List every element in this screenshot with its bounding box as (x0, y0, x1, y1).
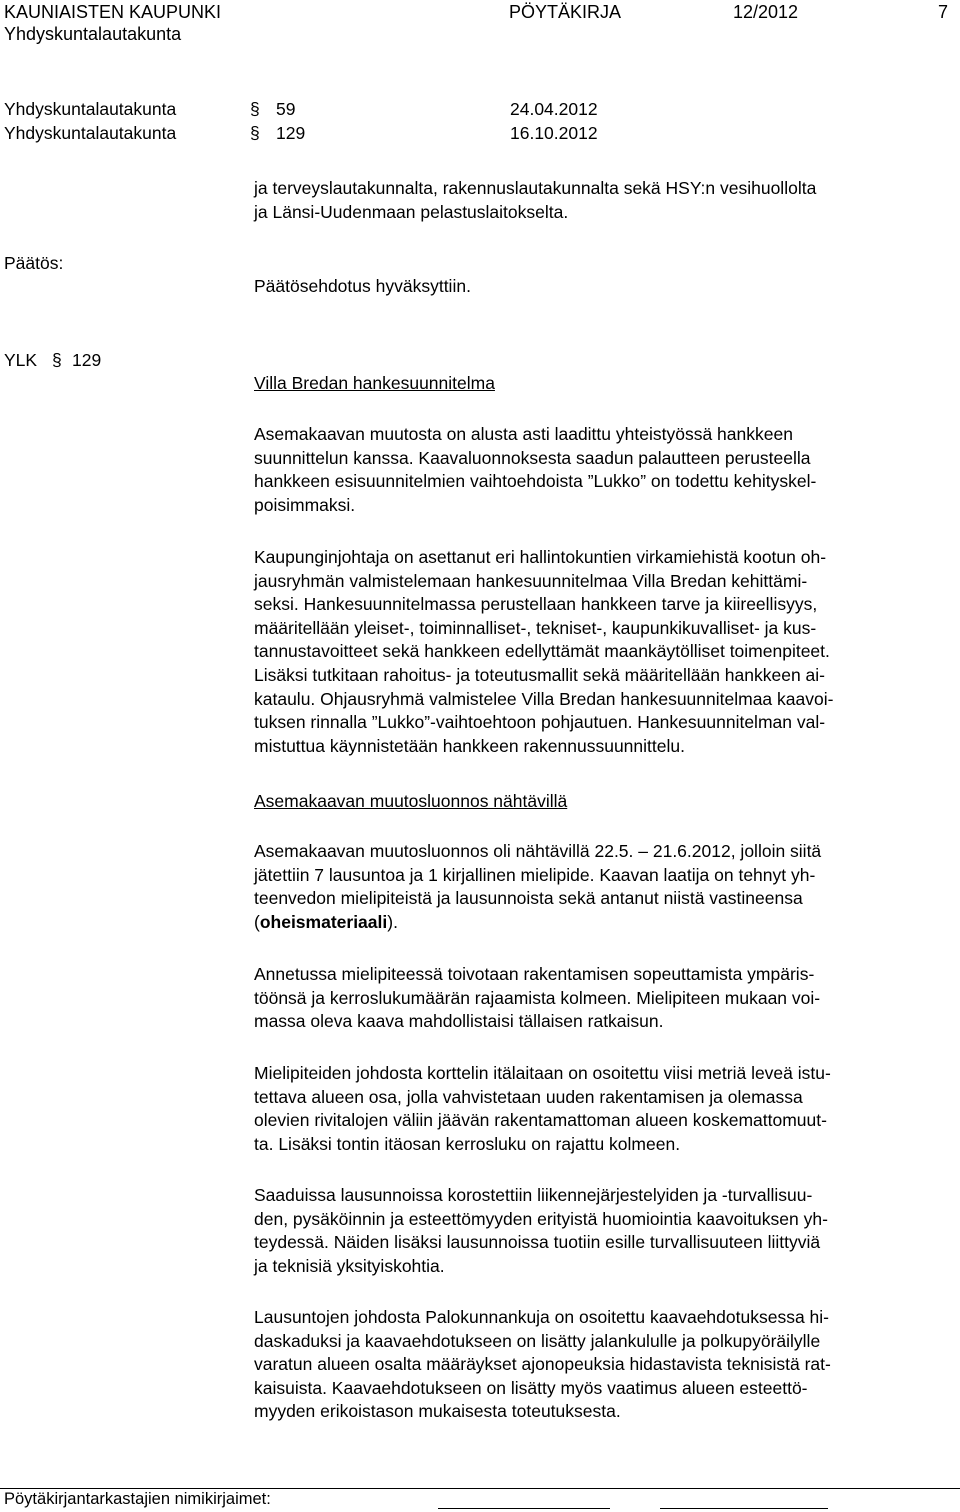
text-line: massa oleva kaava mahdollistaisi tällaisen ratkaisun. (254, 1011, 664, 1032)
footer-divider (0, 1488, 960, 1489)
text-line: kaisuista. Kaavaehdotukseen on lisätty myös vaatimus alueen esteettö- (254, 1377, 808, 1398)
subheading: Asemakaavan muutosluonnos nähtävillä (254, 791, 568, 811)
section-sign: § (250, 99, 260, 119)
text-line: ja terveyslautakunnalta, rakennuslautakunnalta sekä HSY:n vesihuollolta (254, 178, 817, 198)
paragraph (254, 546, 954, 758)
item-code: YLK (4, 350, 38, 370)
text-line: Kaupunginjohtaja on asettanut eri hallintokuntien virkamiehistä kootun oh- (254, 547, 827, 567)
text-line: poisimmaksi. (254, 494, 356, 515)
text-line: Lisäksi tutkitaan rahoitus- ja toteutusmallit sekä määritellään hankkeen ai- (254, 664, 825, 685)
decision-text: Päätösehdotus hyväksyttiin. (254, 276, 471, 296)
attachment-reference: oheismateriaali (259, 911, 388, 932)
reference-body: Yhdyskuntalautakunta (4, 123, 177, 143)
text-line: teydessä. Näiden lisäksi lausunnoissa tuotiin esille turvallisuuteen liittyviä (254, 1232, 821, 1253)
header-doc-number: 12/2012 (733, 2, 799, 22)
reference-row (4, 123, 954, 147)
text-line: ja Länsi-Uudenmaan pelastuslaitokselta. (254, 201, 569, 222)
text-line: ja teknisiä yksityiskohtia. (254, 1255, 445, 1276)
paragraph (254, 1184, 954, 1278)
text-line: olevien rivitalojen väliin jäävän rakentamattoman alueen koskemattomuut- (254, 1110, 827, 1131)
text-line: seksi. Hankesuunnitelmassa perustellaan hankkeen tarve ja kiireellisyys, (254, 594, 818, 615)
item-title: Villa Bredan hankesuunnitelma (254, 373, 495, 393)
text-line: Saaduissa lausunnoissa korostettiin liikennejärjestelyiden ja -turvallisuu- (254, 1185, 813, 1205)
text-line: Mielipiteiden johdosta korttelin itälaitaan on osoitettu viisi metriä leveä istu- (254, 1063, 831, 1083)
paragraph (254, 1306, 954, 1424)
text-line: jätettiin 7 lausuntoa ja 1 kirjallinen mielipide. Kaavan laatija on tehnyt yh- (254, 864, 816, 885)
text-line: mistuttua käynnistetään hankkeen rakennussuunnittelu. (254, 735, 685, 756)
paragraph (254, 423, 954, 517)
text-line: Asemakaavan muutosta on alusta asti laadittu yhteistyössä hankkeen (254, 424, 793, 444)
paragraph (254, 1062, 954, 1156)
text-line: jausryhmän valmistelemaan hankesuunnitelmaa Villa Bredan kehittämi- (254, 570, 808, 591)
text-line: tuksen rinnalla ”Lukko”-vaihtoehtoon pohjautuen. Hankesuunnitelman val- (254, 712, 826, 733)
text-line: myyden erikoistason mukaisesta toteutuksesta. (254, 1401, 621, 1422)
text-line: määritellään yleiset-, toiminnalliset-, tekniset-, kaupunkikuvalliset- ja kus- (254, 617, 817, 638)
header-doc-type: PÖYTÄKIRJA (509, 2, 622, 22)
reference-body: Yhdyskuntalautakunta (4, 99, 177, 119)
section-sign: § (250, 123, 260, 143)
text-line: teenvedon mielipiteistä ja lausunnoista sekä antanut niistä vastineensa (254, 888, 803, 909)
header-page-number: 7 (938, 2, 949, 22)
reference-number: 129 (276, 123, 306, 143)
text-line: Lausuntojen johdosta Palokunnankuja on osoitettu kaavaehdotuksessa hi- (254, 1307, 829, 1327)
paragraph (254, 840, 954, 934)
signature-line (438, 1508, 610, 1509)
text-line: töönsä ja kerroslukumäärän rajaamista kolmeen. Mielipiteen mukaan voi- (254, 987, 821, 1008)
text-line (254, 911, 954, 935)
decision-label: Päätös: (4, 253, 64, 273)
intro-paragraph (254, 177, 954, 224)
text-line: daskaduksi ja kaavaehdotukseen on lisätty jalankululle ja polkupyöräilylle (254, 1330, 821, 1351)
text-line: tettava alueen osa, jolla vahvistetaan uuden rakentamisen ja olemassa (254, 1086, 803, 1107)
text-line: suunnittelun kanssa. Kaavaluonnoksesta saadun palautteen perusteella (254, 447, 811, 468)
text-line: kataulu. Ohjausryhmä valmistelee Villa Bredan hankesuunnitelmaa kaavoi- (254, 688, 834, 709)
text-line: Annetussa mielipiteessä toivotaan rakentamisen sopeuttamista ympäris- (254, 964, 815, 984)
signature-line (660, 1508, 828, 1509)
text-line: tannustavoitteet sekä hankkeen edellyttämät maankäytölliset toimenpiteet. (254, 641, 830, 662)
header-org: KAUNIAISTEN KAUPUNKI (4, 2, 222, 22)
header-committee: Yhdyskuntalautakunta (4, 24, 182, 44)
open-paren: ( (254, 911, 260, 932)
text-line: Asemakaavan muutosluonnos oli nähtävillä 22.5. – 21.6.2012, jolloin siitä (254, 841, 822, 861)
footer-label: Pöytäkirjantarkastajien nimikirjaimet: (4, 1490, 271, 1508)
item-number: 129 (72, 350, 102, 370)
item-section-sign: § (52, 350, 62, 370)
paragraph (254, 963, 954, 1034)
text-line: hankkeen esisuunnitelmien vaihtoehdoista ”Lukko” on todettu kehityskel- (254, 471, 817, 492)
reference-number: 59 (276, 99, 296, 119)
text-line: ta. Lisäksi tontin itäosan kerrosluku on rajattu kolmeen. (254, 1133, 681, 1154)
text-line: varatun alueen osalta määräykset ajonopeuksia hidastavista teknisistä rat- (254, 1354, 831, 1375)
reference-date: 24.04.2012 (510, 99, 598, 119)
text-line: den, pysäköinnin ja esteettömyyden erityistä huomiointia kaavoituksen yh- (254, 1208, 828, 1229)
reference-row (4, 99, 954, 123)
reference-date: 16.10.2012 (510, 123, 598, 143)
close-paren: ). (387, 911, 398, 932)
